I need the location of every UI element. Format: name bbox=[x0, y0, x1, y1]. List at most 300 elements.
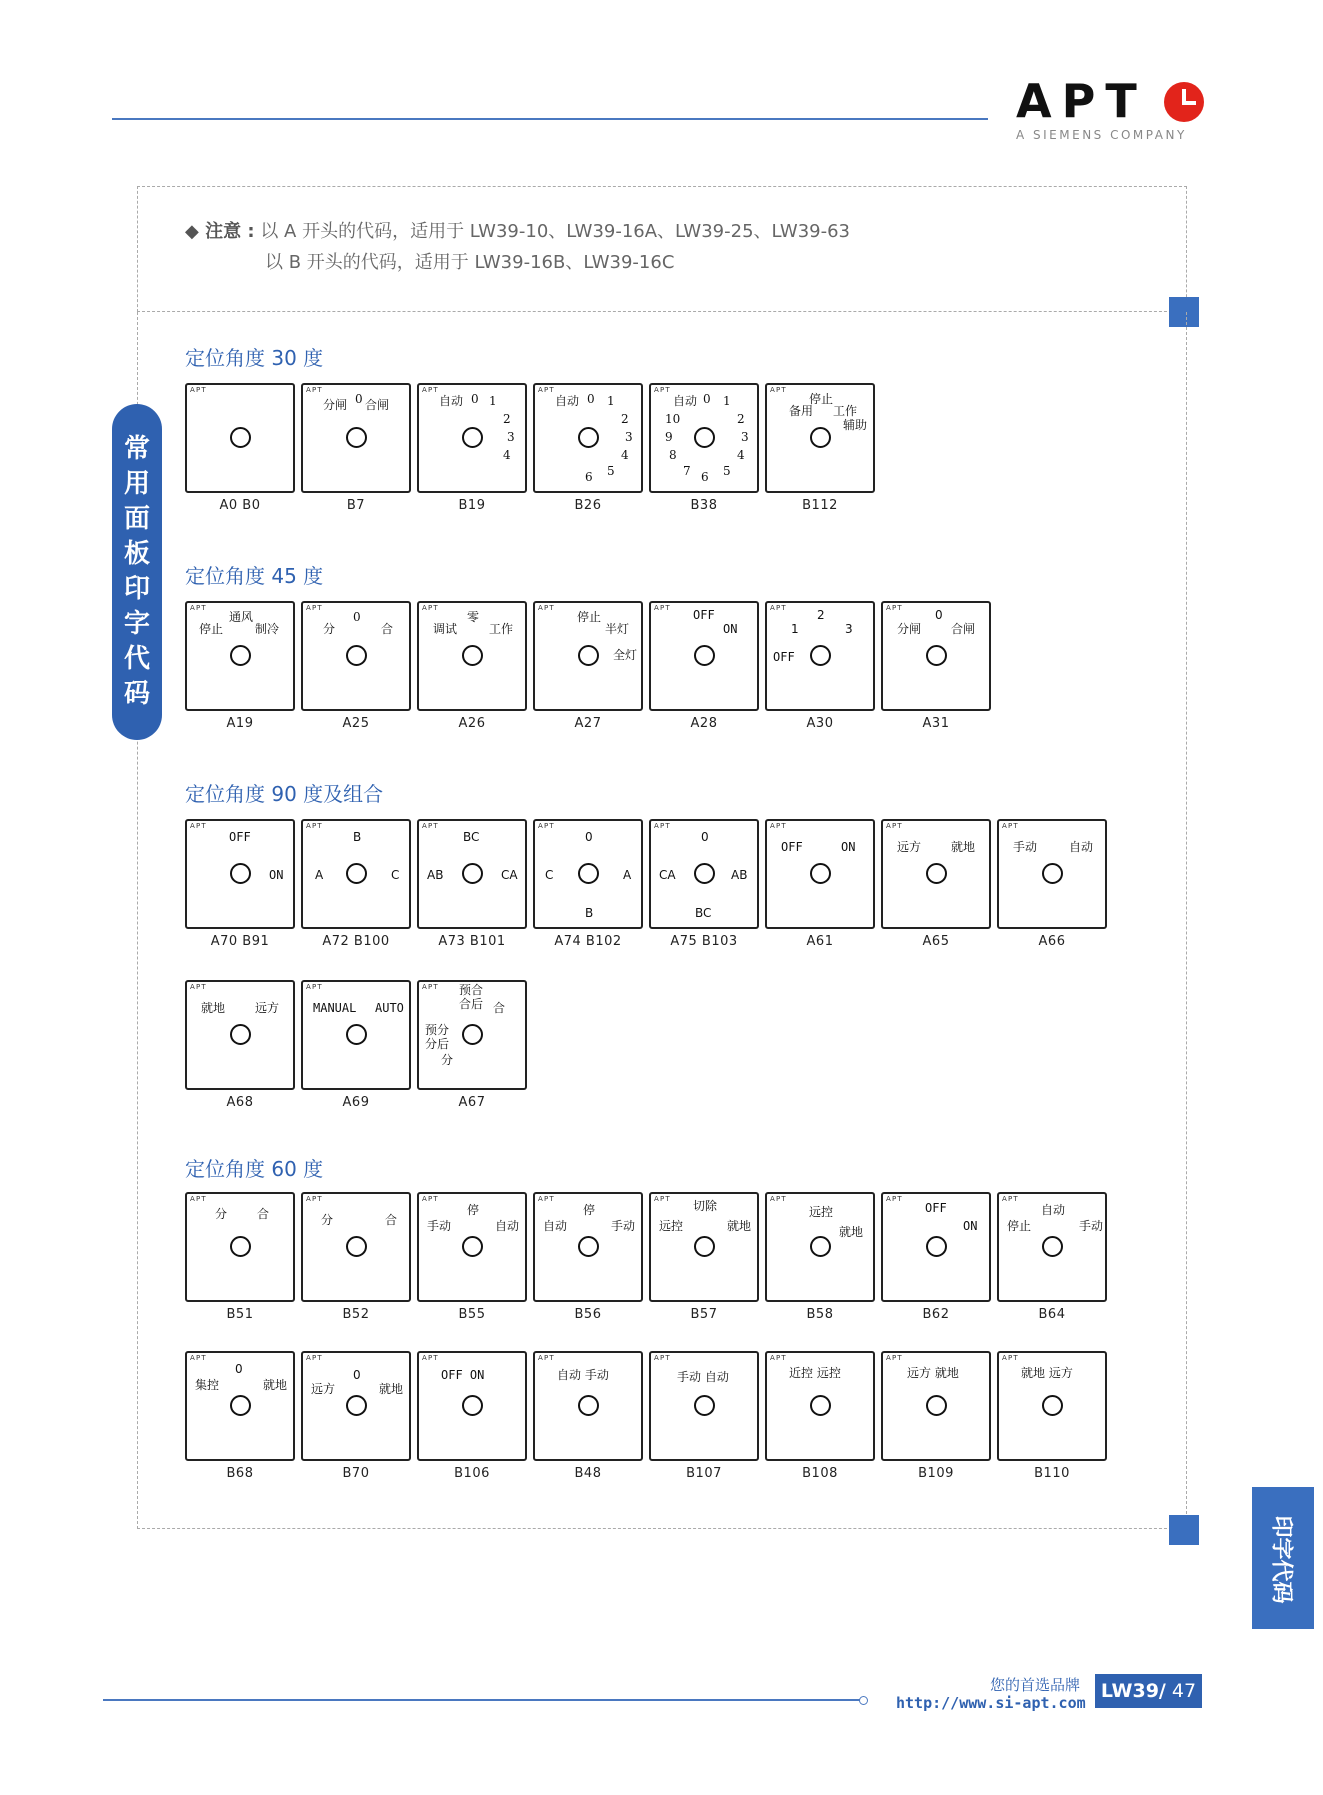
panel-label: 4 bbox=[621, 448, 629, 462]
panel-label: 7 bbox=[683, 464, 691, 478]
panel-code-caption: A67 bbox=[458, 1095, 486, 1110]
panel-code-caption: A74 B102 bbox=[554, 934, 622, 949]
panel-label: 停 bbox=[467, 1203, 480, 1217]
logo-clock-icon bbox=[1164, 82, 1204, 122]
knob-circle-icon bbox=[230, 1395, 251, 1416]
knob-circle-icon bbox=[578, 863, 599, 884]
logo-tagline: A SIEMENS COMPANY bbox=[1016, 128, 1187, 142]
side-tab-char: 印 bbox=[123, 574, 150, 604]
panel-brand-mark: APT bbox=[770, 1195, 787, 1203]
panel-label: OFF bbox=[773, 650, 795, 664]
panel-label: 3 bbox=[741, 430, 749, 444]
panel-label: 4 bbox=[503, 448, 511, 462]
panel-brand-mark: APT bbox=[654, 386, 671, 394]
panel-label: 9 bbox=[665, 430, 673, 444]
panel-brand-mark: APT bbox=[886, 822, 903, 830]
panel-brand-mark: APT bbox=[190, 386, 207, 394]
panel-label: ON bbox=[841, 840, 856, 854]
panel-label: OFF bbox=[925, 1201, 947, 1215]
panel-label: 全灯 bbox=[613, 648, 638, 662]
knob-circle-icon bbox=[1042, 863, 1063, 884]
panel-label: OFF ON bbox=[441, 1368, 485, 1382]
panel-label: C bbox=[391, 868, 400, 882]
section-title-60: 定位角度 60 度 bbox=[185, 1157, 324, 1181]
panel-brand-mark: APT bbox=[770, 822, 787, 830]
switch-panel-15 bbox=[417, 819, 527, 929]
panel-label: 工作 bbox=[833, 404, 858, 418]
panel-brand-mark: APT bbox=[770, 386, 787, 394]
panel-label: 10 bbox=[665, 412, 681, 426]
switch-panel-13 bbox=[185, 819, 295, 929]
panel-label: 远方 就地 bbox=[907, 1366, 959, 1380]
panel-code-caption: B108 bbox=[802, 1466, 838, 1481]
knob-circle-icon bbox=[346, 1024, 367, 1045]
panel-brand-mark: APT bbox=[654, 1354, 671, 1362]
knob-circle-icon bbox=[578, 1395, 599, 1416]
panel-brand-mark: APT bbox=[1002, 822, 1019, 830]
corner-square-bottom bbox=[1169, 1515, 1199, 1545]
panel-label: 0 bbox=[703, 392, 711, 406]
panel-code-caption: B68 bbox=[226, 1466, 254, 1481]
panel-label: 1 bbox=[489, 394, 497, 408]
knob-circle-icon bbox=[694, 645, 715, 666]
note-line-1 bbox=[185, 216, 850, 247]
panel-code-caption: A72 B100 bbox=[322, 934, 390, 949]
knob-circle-icon bbox=[926, 645, 947, 666]
panel-label: 1 bbox=[791, 622, 799, 636]
panel-brand-mark: APT bbox=[1002, 1195, 1019, 1203]
switch-panel-17 bbox=[649, 819, 759, 929]
switch-panel-4 bbox=[649, 383, 759, 493]
knob-circle-icon bbox=[462, 863, 483, 884]
panel-label: 分 bbox=[321, 1213, 334, 1227]
panel-brand-mark: APT bbox=[422, 604, 439, 612]
switch-panel-1 bbox=[301, 383, 411, 493]
panel-brand-mark: APT bbox=[306, 822, 323, 830]
side-tab-char: 常 bbox=[123, 434, 150, 464]
panel-brand-mark: APT bbox=[422, 1354, 439, 1362]
panel-label: 手动 bbox=[1079, 1219, 1104, 1233]
panel-label: 自动 bbox=[439, 394, 464, 408]
footer-page: 47 bbox=[1171, 1680, 1197, 1702]
knob-circle-icon bbox=[462, 645, 483, 666]
switch-panel-38 bbox=[881, 1351, 991, 1461]
switch-panel-30 bbox=[881, 1192, 991, 1302]
knob-circle-icon bbox=[1042, 1395, 1063, 1416]
panel-label: 分闸 bbox=[897, 622, 922, 636]
panel-label: 分后 bbox=[425, 1037, 450, 1051]
switch-panel-19 bbox=[881, 819, 991, 929]
switch-panel-34 bbox=[417, 1351, 527, 1461]
panel-brand-mark: APT bbox=[538, 1195, 555, 1203]
panel-label: 2 bbox=[817, 608, 825, 622]
knob-circle-icon bbox=[810, 863, 831, 884]
panel-brand-mark: APT bbox=[654, 1195, 671, 1203]
panel-code-caption: B58 bbox=[806, 1307, 834, 1322]
panel-label: 停止 bbox=[809, 392, 834, 406]
panel-brand-mark: APT bbox=[190, 604, 207, 612]
panel-label: 预合 bbox=[459, 983, 484, 997]
panel-code-caption: A65 bbox=[922, 934, 950, 949]
panel-label: OFF bbox=[781, 840, 803, 854]
knob-circle-icon bbox=[810, 645, 831, 666]
footer-url[interactable]: http://www.si-apt.com bbox=[896, 1694, 1086, 1712]
knob-circle-icon bbox=[230, 427, 251, 448]
panel-label: 手动 自动 bbox=[677, 1370, 729, 1384]
panel-code-caption: B19 bbox=[458, 498, 486, 513]
panel-label: 0 bbox=[587, 392, 595, 406]
panel-label: 合闸 bbox=[951, 622, 976, 636]
knob-circle-icon bbox=[462, 1395, 483, 1416]
panel-label: 自动 bbox=[555, 394, 580, 408]
switch-panel-32 bbox=[185, 1351, 295, 1461]
panel-label: 合 bbox=[381, 622, 394, 636]
panel-label: 半灯 bbox=[605, 622, 630, 636]
knob-circle-icon bbox=[346, 645, 367, 666]
knob-circle-icon bbox=[346, 863, 367, 884]
panel-label: 就地 bbox=[263, 1378, 288, 1392]
switch-panel-31 bbox=[997, 1192, 1107, 1302]
switch-panel-14 bbox=[301, 819, 411, 929]
panel-code-caption: A61 bbox=[806, 934, 834, 949]
panel-code-caption: B106 bbox=[454, 1466, 490, 1481]
logo-brand: APT bbox=[1016, 74, 1147, 128]
knob-circle-icon bbox=[578, 427, 599, 448]
panel-code-caption: A73 B101 bbox=[438, 934, 506, 949]
switch-panel-8 bbox=[417, 601, 527, 711]
switch-panel-20 bbox=[997, 819, 1107, 929]
footer-brand-line: 您的首选品牌 bbox=[990, 1676, 1081, 1694]
panel-label: 5 bbox=[607, 464, 615, 478]
panel-label: OFF bbox=[229, 830, 251, 844]
panel-label: AUTO bbox=[375, 1001, 404, 1015]
panel-label: ON bbox=[963, 1219, 978, 1233]
panel-code-caption: B62 bbox=[922, 1307, 950, 1322]
knob-circle-icon bbox=[926, 1236, 947, 1257]
panel-label: 合 bbox=[385, 1213, 398, 1227]
knob-circle-icon bbox=[810, 427, 831, 448]
section-title-30: 定位角度 30 度 bbox=[185, 346, 324, 370]
panel-code-caption: A26 bbox=[458, 716, 486, 731]
note-line-2: 以 B 开头的代码，适用于 LW39-16B、LW39-16C bbox=[265, 252, 675, 273]
switch-panel-11 bbox=[765, 601, 875, 711]
switch-panel-29 bbox=[765, 1192, 875, 1302]
panel-label: 0 bbox=[353, 610, 361, 624]
panel-label: CA bbox=[659, 868, 676, 882]
panel-label: 远方 bbox=[255, 1001, 280, 1015]
panel-label: BC bbox=[463, 830, 480, 844]
panel-brand-mark: APT bbox=[770, 604, 787, 612]
panel-label: 通风 bbox=[229, 610, 254, 624]
knob-circle-icon bbox=[462, 1024, 483, 1045]
panel-label: 合 bbox=[493, 1001, 506, 1015]
panel-code-caption: B55 bbox=[458, 1307, 486, 1322]
knob-circle-icon bbox=[694, 1236, 715, 1257]
switch-panel-9 bbox=[533, 601, 643, 711]
panel-label: 2 bbox=[503, 412, 511, 426]
panel-brand-mark: APT bbox=[190, 1354, 207, 1362]
panel-label: 0 bbox=[935, 608, 943, 622]
knob-circle-icon bbox=[230, 863, 251, 884]
switch-panel-23 bbox=[417, 980, 527, 1090]
panel-label: 分闸 bbox=[323, 398, 348, 412]
switch-panel-3 bbox=[533, 383, 643, 493]
panel-label: 工作 bbox=[489, 622, 514, 636]
knob-circle-icon bbox=[694, 1395, 715, 1416]
panel-label: 切除 bbox=[693, 1199, 718, 1213]
knob-circle-icon bbox=[694, 427, 715, 448]
panel-label: AB bbox=[427, 868, 444, 882]
panel-brand-mark: APT bbox=[654, 604, 671, 612]
panel-label: 辅助 bbox=[843, 418, 868, 432]
panel-label: 预分 bbox=[425, 1023, 450, 1037]
footer-model: LW39/ bbox=[1100, 1680, 1166, 1702]
panel-label: 就地 bbox=[839, 1225, 864, 1239]
panel-label: 5 bbox=[723, 464, 731, 478]
note-line1-text: 以 A 开头的代码，适用于 LW39-10、LW39-16A、LW39-25、LW39-63 bbox=[260, 221, 851, 242]
panel-label: 2 bbox=[621, 412, 629, 426]
knob-circle-icon bbox=[230, 1236, 251, 1257]
knob-circle-icon bbox=[694, 863, 715, 884]
panel-code-caption: A0 B0 bbox=[219, 498, 261, 513]
side-category-tab bbox=[112, 404, 162, 740]
panel-code-caption: A70 B91 bbox=[210, 934, 270, 949]
switch-panel-10 bbox=[649, 601, 759, 711]
panel-code-caption: B56 bbox=[574, 1307, 602, 1322]
switch-panel-28 bbox=[649, 1192, 759, 1302]
switch-panel-0 bbox=[185, 383, 295, 493]
right-tab-label: 印字代码 bbox=[1268, 1515, 1294, 1604]
panel-brand-mark: APT bbox=[306, 983, 323, 991]
panel-label: 集控 bbox=[195, 1378, 220, 1392]
panel-label: 就地 远方 bbox=[1021, 1366, 1073, 1380]
panel-label: 自动 bbox=[495, 1219, 520, 1233]
side-tab-char: 用 bbox=[123, 469, 150, 499]
panel-label: 合闸 bbox=[365, 398, 390, 412]
panel-code-caption: B64 bbox=[1038, 1307, 1066, 1322]
panel-code-caption: A68 bbox=[226, 1095, 254, 1110]
header-rule bbox=[112, 118, 988, 120]
knob-circle-icon bbox=[462, 427, 483, 448]
knob-circle-icon bbox=[578, 645, 599, 666]
panel-code-caption: B7 bbox=[346, 498, 366, 513]
panel-label: 停止 bbox=[1007, 1219, 1032, 1233]
knob-circle-icon bbox=[462, 1236, 483, 1257]
switch-panel-35 bbox=[533, 1351, 643, 1461]
panel-code-caption: B38 bbox=[690, 498, 718, 513]
panel-label: 就地 bbox=[201, 1001, 226, 1015]
panel-label: 0 bbox=[471, 392, 479, 406]
side-tab-char: 板 bbox=[123, 539, 150, 569]
panel-label: 4 bbox=[737, 448, 745, 462]
switch-panel-2 bbox=[417, 383, 527, 493]
panel-label: CA bbox=[501, 868, 518, 882]
panel-brand-mark: APT bbox=[190, 1195, 207, 1203]
section-title-45: 定位角度 45 度 bbox=[185, 564, 324, 588]
panel-label: B bbox=[585, 906, 594, 920]
panel-label: 6 bbox=[585, 470, 593, 484]
knob-circle-icon bbox=[230, 1024, 251, 1045]
panel-label: 停 bbox=[583, 1203, 596, 1217]
panel-code-caption: A69 bbox=[342, 1095, 370, 1110]
knob-circle-icon bbox=[346, 427, 367, 448]
panel-label: 就地 bbox=[951, 840, 976, 854]
panel-label: 0 bbox=[353, 1368, 361, 1382]
panel-label: A bbox=[623, 868, 632, 882]
switch-panel-7 bbox=[301, 601, 411, 711]
panel-code-caption: B107 bbox=[686, 1466, 722, 1481]
panel-label: 就地 bbox=[727, 1219, 752, 1233]
side-tab-char: 字 bbox=[123, 609, 150, 639]
panel-brand-mark: APT bbox=[538, 1354, 555, 1362]
switch-panel-39 bbox=[997, 1351, 1107, 1461]
panel-label: 零 bbox=[467, 610, 480, 624]
panel-label: C bbox=[545, 868, 554, 882]
panel-code-caption: B48 bbox=[574, 1466, 602, 1481]
panel-label: 远控 bbox=[659, 1219, 684, 1233]
panel-code-caption: B110 bbox=[1034, 1466, 1070, 1481]
panel-label: 1 bbox=[607, 394, 615, 408]
panel-code-caption: A28 bbox=[690, 716, 718, 731]
switch-panel-21 bbox=[185, 980, 295, 1090]
switch-panel-12 bbox=[881, 601, 991, 711]
switch-panel-33 bbox=[301, 1351, 411, 1461]
panel-label: 分 bbox=[323, 622, 336, 636]
panel-label: OFF bbox=[693, 608, 715, 622]
panel-brand-mark: APT bbox=[422, 386, 439, 394]
panel-label: 分 bbox=[215, 1207, 228, 1221]
panel-label: 0 bbox=[235, 1362, 243, 1376]
panel-code-caption: B70 bbox=[342, 1466, 370, 1481]
panel-brand-mark: APT bbox=[886, 1195, 903, 1203]
panel-label: 自动 bbox=[543, 1219, 568, 1233]
panel-label: 合 bbox=[257, 1207, 270, 1221]
note-label: ◆ 注意 : bbox=[185, 221, 255, 242]
panel-label: 备用 bbox=[789, 404, 814, 418]
panel-brand-mark: APT bbox=[770, 1354, 787, 1362]
side-tab-char: 码 bbox=[123, 679, 150, 709]
switch-panel-27 bbox=[533, 1192, 643, 1302]
panel-label: ON bbox=[269, 868, 284, 882]
panel-code-caption: A19 bbox=[226, 716, 254, 731]
panel-label: 就地 bbox=[379, 1382, 404, 1396]
knob-circle-icon bbox=[926, 863, 947, 884]
panel-label: 0 bbox=[701, 830, 709, 844]
panel-label: 6 bbox=[701, 470, 709, 484]
panel-brand-mark: APT bbox=[1002, 1354, 1019, 1362]
panel-brand-mark: APT bbox=[422, 983, 439, 991]
panel-label: 0 bbox=[355, 392, 363, 406]
switch-panel-24 bbox=[185, 1192, 295, 1302]
panel-label: 1 bbox=[723, 394, 731, 408]
panel-code-caption: A31 bbox=[922, 716, 950, 731]
switch-panel-6 bbox=[185, 601, 295, 711]
panel-label: 合后 bbox=[459, 997, 484, 1011]
panel-brand-mark: APT bbox=[886, 1354, 903, 1362]
panel-brand-mark: APT bbox=[654, 822, 671, 830]
panel-label: 近控 远控 bbox=[789, 1366, 841, 1380]
panel-code-caption: A27 bbox=[574, 716, 602, 731]
switch-panel-25 bbox=[301, 1192, 411, 1302]
panel-brand-mark: APT bbox=[306, 1195, 323, 1203]
panel-brand-mark: APT bbox=[422, 822, 439, 830]
switch-panel-5 bbox=[765, 383, 875, 493]
side-tab-char: 代 bbox=[123, 644, 150, 674]
panel-brand-mark: APT bbox=[306, 386, 323, 394]
panel-code-caption: B57 bbox=[690, 1307, 718, 1322]
panel-code-caption: B51 bbox=[226, 1307, 254, 1322]
right-category-tab bbox=[1252, 1487, 1314, 1629]
panel-brand-mark: APT bbox=[306, 1354, 323, 1362]
switch-panel-18 bbox=[765, 819, 875, 929]
panel-code-caption: B52 bbox=[342, 1307, 370, 1322]
panel-label: 调试 bbox=[433, 622, 458, 636]
switch-panel-22 bbox=[301, 980, 411, 1090]
switch-panel-26 bbox=[417, 1192, 527, 1302]
panel-label: 2 bbox=[737, 412, 745, 426]
footer-page-number bbox=[1095, 1674, 1202, 1708]
knob-circle-icon bbox=[810, 1395, 831, 1416]
switch-panel-37 bbox=[765, 1351, 875, 1461]
panel-code-caption: B109 bbox=[918, 1466, 954, 1481]
panel-label: BC bbox=[695, 906, 712, 920]
panel-label: 手动 bbox=[611, 1219, 636, 1233]
panel-brand-mark: APT bbox=[422, 1195, 439, 1203]
panel-label: 0 bbox=[585, 830, 593, 844]
panel-code-caption: A25 bbox=[342, 716, 370, 731]
panel-brand-mark: APT bbox=[886, 604, 903, 612]
panel-brand-mark: APT bbox=[538, 386, 555, 394]
panel-label: 手动 bbox=[1013, 840, 1038, 854]
panel-label: MANUAL bbox=[313, 1001, 357, 1015]
panel-label: 自动 手动 bbox=[557, 1368, 609, 1382]
panel-code-caption: A66 bbox=[1038, 934, 1066, 949]
panel-label: 3 bbox=[507, 430, 515, 444]
panel-label: 8 bbox=[669, 448, 677, 462]
panel-label: 自动 bbox=[1041, 1203, 1066, 1217]
panel-code-caption: A75 B103 bbox=[670, 934, 738, 949]
side-tab-char: 面 bbox=[123, 504, 150, 534]
panel-label: 制冷 bbox=[255, 622, 280, 636]
panel-brand-mark: APT bbox=[538, 604, 555, 612]
panel-label: 3 bbox=[845, 622, 853, 636]
panel-brand-mark: APT bbox=[190, 983, 207, 991]
knob-circle-icon bbox=[926, 1395, 947, 1416]
knob-circle-icon bbox=[346, 1236, 367, 1257]
panel-brand-mark: APT bbox=[538, 822, 555, 830]
knob-circle-icon bbox=[230, 645, 251, 666]
panel-label: ON bbox=[723, 622, 738, 636]
panel-label: B bbox=[353, 830, 362, 844]
panel-label: AB bbox=[731, 868, 748, 882]
panel-brand-mark: APT bbox=[190, 822, 207, 830]
switch-panel-16 bbox=[533, 819, 643, 929]
panel-label: 自动 bbox=[673, 394, 698, 408]
knob-circle-icon bbox=[578, 1236, 599, 1257]
panel-label: 停止 bbox=[199, 622, 224, 636]
panel-code-caption: A30 bbox=[806, 716, 834, 731]
panel-label: A bbox=[315, 868, 324, 882]
knob-circle-icon bbox=[810, 1236, 831, 1257]
knob-circle-icon bbox=[1042, 1236, 1063, 1257]
knob-circle-icon bbox=[346, 1395, 367, 1416]
section-title-90: 定位角度 90 度及组合 bbox=[185, 782, 384, 806]
panel-label: 分 bbox=[441, 1053, 454, 1067]
panel-label: 远方 bbox=[897, 840, 922, 854]
panel-label: 3 bbox=[625, 430, 633, 444]
panel-label: 远控 bbox=[809, 1205, 834, 1219]
note-text bbox=[185, 216, 850, 278]
